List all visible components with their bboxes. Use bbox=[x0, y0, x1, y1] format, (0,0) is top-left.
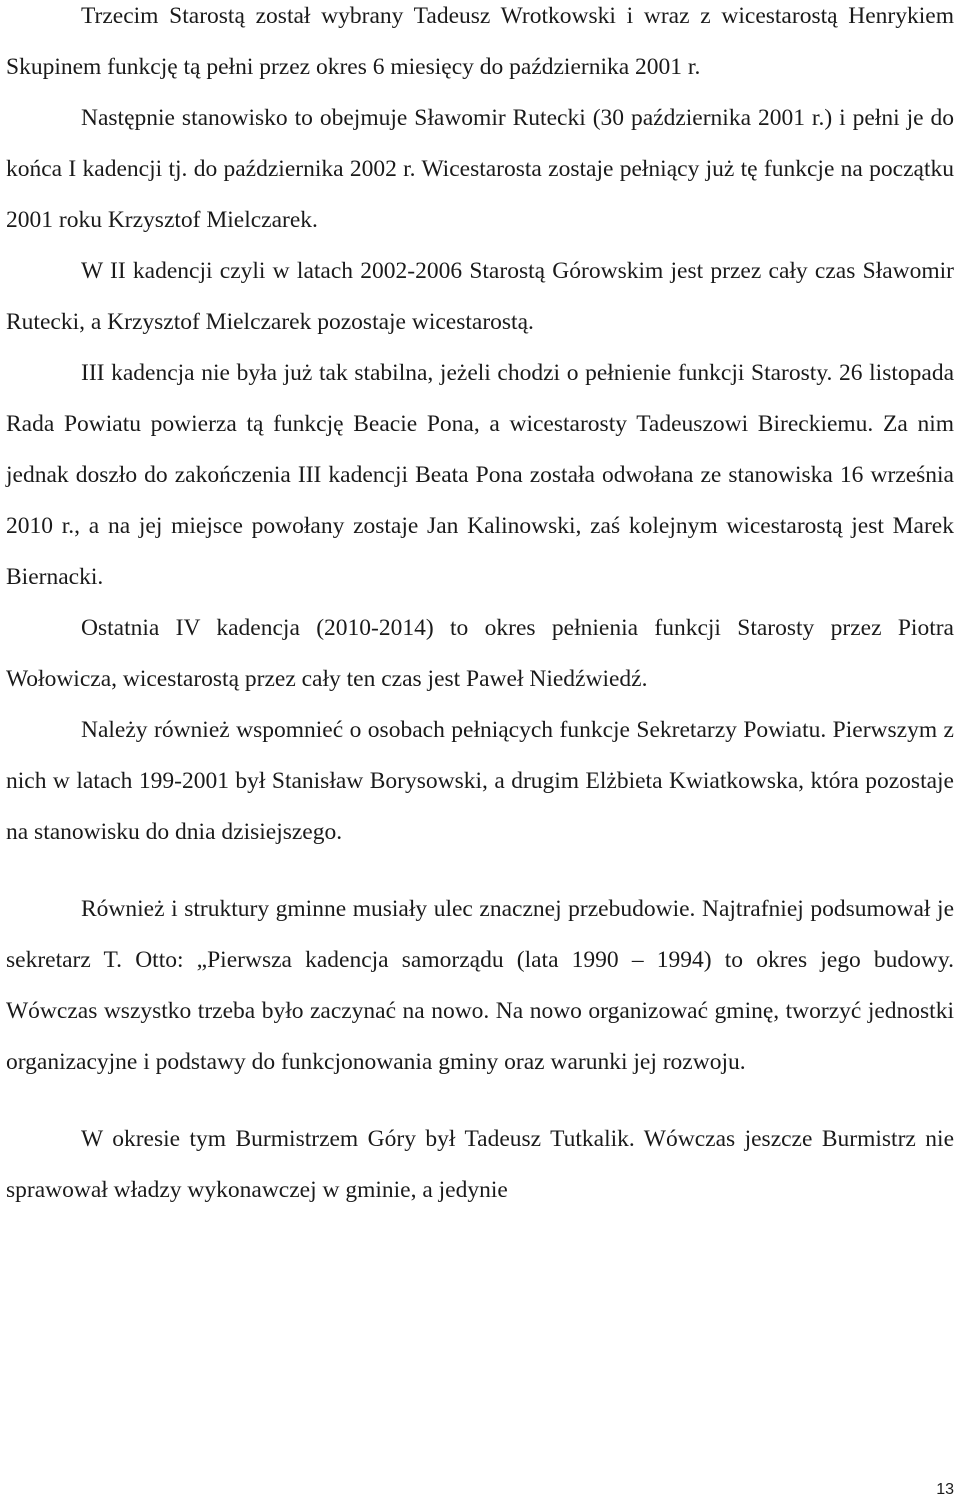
paragraph-1: Trzecim Starostą został wybrany Tadeusz Wrotkowski i wraz z wicestarostą Henrykiem Skupinem funkcję tą pełni przez okres 6 miesięcy do października 2001 r. bbox=[6, 3, 954, 80]
paragraph-6: Należy również wspomnieć o osobach pełniących funkcje Sekretarzy Powiatu. Pierwszym z nich w latach 199-2001 był Stanisław Borysowski, a drugim Elżbieta Kwiatkowska, która pozostaje na stanowisku do dnia dzisiejszego. bbox=[6, 717, 954, 845]
document-body bbox=[6, 0, 954, 1216]
paragraph-5: Ostatnia IV kadencja (2010-2014) to okres pełnienia funkcji Starosty przez Piotra Wołowicza, wicestarostą przez cały ten czas jest Paweł Niedźwiedź. bbox=[6, 615, 954, 692]
page-number: 13 bbox=[936, 1481, 954, 1498]
paragraph-2: Następnie stanowisko to obejmuje Sławomir Rutecki (30 października 2001 r.) i pełni je do końca I kadencji tj. do października 2002 r. Wicestarosta zostaje pełniący już tę funkcje na początku 2001 roku Krzysztof Mielczarek. bbox=[6, 105, 954, 233]
paragraph-4: III kadencja nie była już tak stabilna, jeżeli chodzi o pełnienie funkcji Starosty. 26 listopada Rada Powiatu powierza tą funkcję Beacie Pona, a wicestarosty Tadeuszowi Bireckiemu. Za nim jednak doszło do zakończenia III kadencji Beata Pona została odwołana ze stanowiska 16 września 2010 r., a na jej miejsce powołany zostaje Jan Kalinowski, zaś kolejnym wicestarostą jest Marek Biernacki. bbox=[6, 360, 954, 590]
paragraph-7: Również i struktury gminne musiały ulec znacznej przebudowie. Najtrafniej podsumował je sekretarz T. Otto: „Pierwsza kadencja samorządu (lata 1990 – 1994) to okres jego budowy. Wówczas wszystko trzeba było zaczynać na nowo. Na nowo organizować gminę, tworzyć jednostki organizacyjne i podstawy do funkcjonowania gminy oraz warunki jej rozwoju. bbox=[6, 896, 954, 1075]
paragraph-8: W okresie tym Burmistrzem Góry był Tadeusz Tutkalik. Wówczas jeszcze Burmistrz nie sprawował władzy wykonawczej w gminie, a jedynie bbox=[6, 1126, 954, 1203]
paragraph-3: W II kadencji czyli w latach 2002-2006 Starostą Górowskim jest przez cały czas Sławomir Rutecki, a Krzysztof Mielczarek pozostaje wicestarostą. bbox=[6, 258, 954, 335]
